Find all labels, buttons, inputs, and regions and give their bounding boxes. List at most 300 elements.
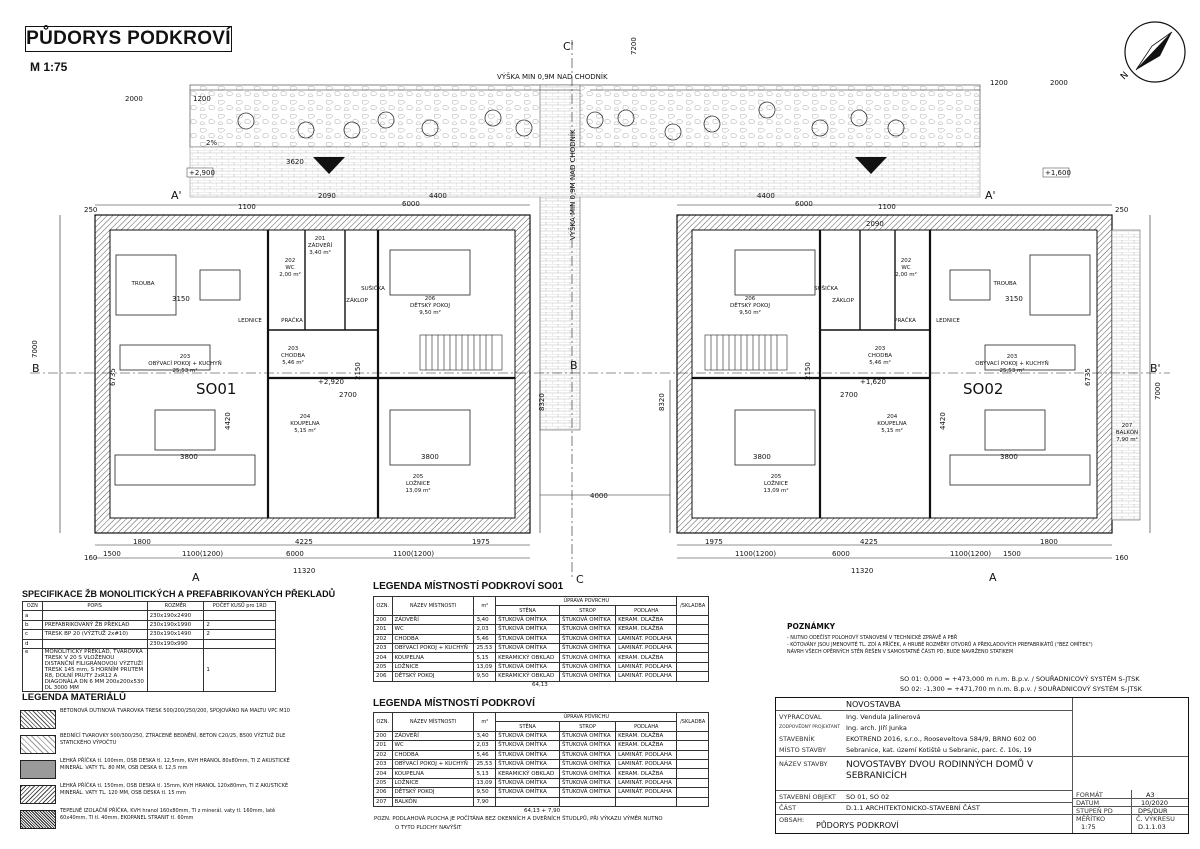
label-text: 2,00 m² [895,272,917,278]
dim-7000-left: 7000 [31,340,39,358]
legend-so01-total: 64,13 [532,682,548,688]
label-text: KERAM. DLAŽBA [616,731,677,740]
label-text: 203 [287,346,299,352]
label-text: 13,09 m² [763,488,789,494]
label-text: 203 [374,643,393,652]
label-text [204,611,276,620]
dim-11320-right: 11320 [851,567,874,575]
label-text: ŠTUKOVÁ OMÍTKA [559,634,615,643]
table-row [374,797,709,806]
table-row [374,750,709,759]
north-arrow-icon [1119,22,1185,82]
spec-table [22,601,276,692]
material-item [20,733,286,755]
label-text: 25,53 m² [172,368,198,374]
label-text: 9,50 [474,788,496,797]
label-text: ZÁKLOP [832,298,854,304]
label-text: ŠTUKOVÁ OMÍTKA [559,750,615,759]
label-text: KERAMICKÝ OBKLAD [496,653,560,662]
title-block [775,697,1189,834]
table-row [374,643,709,652]
dim-3150-right: 3150 [1005,295,1023,303]
label-text: NÁZEV STAVBY [779,760,828,768]
label-text: m² [474,597,496,616]
label-text: ŠTUKOVÁ OMÍTKA [496,750,560,759]
legend-so02-total: 64,13 + 7,90 [524,808,561,814]
label-text: 1 [204,648,276,691]
label-text: b [23,620,43,629]
spec-header: ROZMĚR [147,602,204,611]
dim-2090-right: 2090 [866,220,884,228]
material-item [20,783,289,805]
label-text: KERAM. DLAŽBA [616,741,677,750]
label-text: 205 [770,474,782,480]
label-text: LEHKÁ PŘÍČKA tl. 100mm, OSB DESKA tl. 12,5mm, KVH HRANOL 80x80mm, TI Z AKUSTICKÉ MINERÁL. VATY TL. 80 MM, OSB DESKA tl. 12,5 mm [60,758,290,771]
label-text: 203 [179,354,191,360]
label-text: KOUPELNA [877,421,907,427]
table-row [374,672,709,681]
notes-title: POZNÁMKY [787,622,836,631]
label-text: 5,13 [474,769,496,778]
dim-1500-right: 1500 [1003,550,1021,558]
table-row [374,662,709,671]
table-row [23,639,276,648]
label-text: ZÁDVEŘÍ [392,615,474,624]
label-text: LAMINÁT. PODLAHA [616,778,677,787]
label-text: LOŽNICE [392,662,474,671]
label-text: SO 01, SO 02 [846,793,890,801]
label-text: ŠTUKOVÁ OMÍTKA [559,788,615,797]
table-row [374,731,709,740]
dim-6000-right-top: 6000 [795,200,813,208]
label-text [42,639,147,648]
dim-1800-left: 1800 [133,538,151,546]
label-text: 3,40 m² [309,250,331,256]
label-text: CHODBA [867,353,893,359]
label-text: KOUPELNA [392,653,474,662]
table-row [374,759,709,768]
section-mark-a-left: A [192,571,200,584]
label-text: DPS/DUR [1138,807,1168,815]
label-text: STROP [559,722,615,731]
label-text: WC [901,265,911,271]
label-text: ŠTUKOVÁ OMÍTKA [496,634,560,643]
dim-6000-right-bottom: 6000 [832,550,850,558]
table-row [374,788,709,797]
table-row [374,778,709,787]
label-text: DĚTSKÝ POKOJ [410,303,450,309]
label-text: 5,46 m² [282,360,304,366]
label-text: KOUPELNA [290,421,320,427]
label-text: 200 [374,615,393,624]
label-text: CHODBA [392,750,474,759]
label-text [42,611,147,620]
label-text: 201 [374,625,393,634]
dim-8320-left: 8320 [538,393,546,411]
level-label-2: +1,600 [1045,169,1071,177]
label-text: 203 [874,346,886,352]
tb-header: NOVOSTAVBA [846,700,901,709]
material-item [20,708,290,730]
label-text: KERAM. DLAŽBA [616,625,677,634]
label-text: PREFABRIKOVANÝ ŽB PŘEKLAD [42,620,147,629]
label-text: 2,03 [474,741,496,750]
label-text: ZÁKLOP [346,298,368,304]
label-text: e [23,648,43,691]
label-text: LOŽNICE [763,481,789,487]
label-text: 203 [374,759,393,768]
label-text: STĚNA [496,722,560,731]
balcony-so02 [1112,230,1140,520]
label-text: 7,90 m² [1116,437,1138,443]
label-text: 207 [374,797,393,806]
label-text: 205 [374,778,393,787]
table-row [374,741,709,750]
height-note-side: VÝŠKA MIN 0,9M NAD CHODNÍK [569,129,577,240]
label-text: TEPELNÉ IZOLAČNÍ PŘÍČKA, KVH hranol 160x80mm, TI z minerál. vaty tl. 160mm, latě 60x40mm, TI tl. 40mm, EKOPANEL STRANIT tl. 60mm [60,808,276,821]
label-text: STUPEŇ PD [1076,807,1113,815]
label-text: 5,46 [474,750,496,759]
label-text: Sebranice, kat. území Kotiště u Sebranic, parc. č. 10s, 19 [846,746,1032,754]
label-text: LAMINÁT. PODLAHA [616,643,677,652]
section-mark-a-right: A [989,571,997,584]
legend-so01-table [373,596,709,682]
dim-4000: 4000 [590,492,608,500]
tb-project-name: NOVOSTAVBY DVOU RODINNÝCH DOMŮ V SEBRANICÍCH [846,760,1034,781]
dim-3150-left: 3150 [172,295,190,303]
label-text: STROP [559,606,615,615]
dim-1100-b: 1100 [878,203,896,211]
label-text: 2 [204,620,276,629]
dim-4400-right: 4400 [757,192,775,200]
label-text: MONOLITICKÝ PŘEKLAD, TVAROVKA TRESK V 20 S VLOŽENOU DISTANČNÍ FILIGRÁNOVOU VÝZTUŽÍ TRESK 145 mm, S HORNÍM PRUTEM R8, DOLNÍ PRUTY 2xR12 A DIAGONÁLA DN 6 MM 200x200x530 DL 3000 MM [42,648,147,691]
material-swatch [20,735,56,754]
label-text: FORMÁT [1076,791,1103,799]
dim-1500-left: 1500 [103,550,121,558]
table-row [374,769,709,778]
dim-7000-right: 7000 [1154,382,1162,400]
dim-2700-left: 2700 [339,391,357,399]
label-text: 230x190x990 [147,639,204,648]
label-text: KERAMICKÝ OBKLAD [496,769,560,778]
label-text: LAMINÁT. PODLAHA [616,672,677,681]
label-text: BETONOVÁ DUTINOVÁ TVAROVKA TRESK 500/200/250/200, SPOJOVÁNO NA MALTU VPC M10 [60,708,290,714]
spec-header: OZN [23,602,43,611]
label-text: MĚŘÍTKO [1076,815,1106,823]
label-text: WC [392,625,474,634]
label-text: 206 [374,788,393,797]
material-item [20,808,280,830]
label-text: ŠTUKOVÁ OMÍTKA [559,672,615,681]
label-text: 25,53 [474,759,496,768]
dim-2700-right: 2700 [840,391,858,399]
label-text: a [23,611,43,620]
table-row [23,630,276,639]
legend-footnote-2: O TYTO PLOCHY NAVÝŠIT [395,825,462,831]
label-text: ÚPRAVA POVRCHU [496,713,677,722]
dim-2000-right: 2000 [1050,79,1068,87]
label-text: LEDNICE [238,318,262,324]
label-text: KERAMICKÝ OBKLAD [496,672,560,681]
label-text: ZODPOVĚDNÝ PROJEKTANT [779,725,840,730]
dim-4400-left: 4400 [429,192,447,200]
spec-header: POPIS [42,602,147,611]
label-text: 205 [412,474,424,480]
label-text: 13,09 m² [405,488,431,494]
legend-so02-title: LEGENDA MÍSTNOSTÍ PODKROVÍ [373,698,535,709]
label-text: 201 [314,236,326,242]
label-text: STĚNA [496,606,560,615]
table-row [23,620,276,629]
legend-so01-title: LEGENDA MÍSTNOSTÍ PODKROVÍ SO01 [373,581,564,592]
dim-6000-left-bottom: 6000 [286,550,304,558]
section-mark-b-left: B [32,362,40,375]
section-mark-b-prime: B' [1150,362,1161,375]
label-text: 205 [374,662,393,671]
label-text: LAMINÁT. PODLAHA [616,634,677,643]
section-mark-c: C [576,573,584,586]
section-mark-c-prime: C' [563,40,574,53]
dim-3800-c: 3800 [753,453,771,461]
dim-250-right: 250 [1115,206,1129,214]
label-text: ŠTUKOVÁ OMÍTKA [559,769,615,778]
label-text: KERAM. DLAŽBA [616,615,677,624]
label-text: 5,46 [474,634,496,643]
dim-1975-right: 1975 [705,538,723,546]
material-swatch [20,785,56,804]
dim-2000-left: 2000 [125,95,143,103]
label-text: KOUPELNA [392,769,474,778]
label-text: TRESK BP 20 (VÝZTUŽ 2x#10) [42,630,147,639]
label-text: PRAČKA [281,318,303,324]
level-label-4: +1,620 [860,378,886,386]
label-text: ŠTUKOVÁ OMÍTKA [559,653,615,662]
label-text: ŠTUKOVÁ OMÍTKA [559,741,615,750]
label-text: ŠTUKOVÁ OMÍTKA [496,759,560,768]
label-text: 2,00 m² [279,272,301,278]
dim-7200: 7200 [630,37,638,55]
dim-3620: 3620 [286,158,304,166]
dim-1100-1200-c: 1100(1200) [735,550,777,558]
note-line: - KÓTOVÁNY JSOU JMENOVITÉ TL. ZDÍ A PŘÍČEK, A HRUBÉ ROZMĚRY OTVORŮ A PŘEKLADOVÝCH PREFABRIKÁTŮ ("BEZ OMÍTEK") [787,643,1093,648]
label-text: LAMINÁT. PODLAHA [616,759,677,768]
dim-160-left: 160 [84,554,98,562]
label-text: LOŽNICE [392,778,474,787]
label-text: CHODBA [280,353,306,359]
dim-8320-right: 8320 [658,393,666,411]
label-text: ŠTUKOVÁ OMÍTKA [559,759,615,768]
unit-label-so01: SO01 [196,380,237,398]
dim-160-right: 160 [1115,554,1129,562]
label-text: OBÝVACÍ POKOJ + KUCHYŇ [392,759,474,768]
label-text: VYPRACOVAL [779,713,822,721]
material-swatch [20,760,56,779]
label-text: OBÝVACÍ POKOJ + KUCHYŇ [975,361,1049,367]
label-text: 206 [744,296,756,302]
label-text: DĚTSKÝ POKOJ [392,788,474,797]
label-text: BEDNÍCÍ TVAROVKY 500/300/250, ZTRACENÉ BEDNĚNÍ, BETON C20/25, B500 VÝZTUŽ DLE STATICKÉHO VÝPOČTU [60,733,286,746]
dim-4225-right: 4225 [860,538,878,546]
label-text: 202 [374,750,393,759]
spec-header: POČET KUSŮ pro 1RD [204,602,276,611]
level-label-3: +2,920 [318,378,344,386]
label-text: BALKÓN [392,797,474,806]
label-text: TROUBA [993,281,1017,287]
label-text: OZN. [374,713,393,732]
dim-1975-left: 1975 [472,538,490,546]
label-text: NÁZEV MÍSTNOSTI [392,597,474,616]
label-text: DĚTSKÝ POKOJ [730,303,770,309]
label-text: 230x190x1990 [147,620,204,629]
label-text: 5,15 [474,653,496,662]
material-item [20,758,290,780]
material-swatch [20,710,56,729]
dim-2150-right: 2150 [804,362,812,380]
label-text: D.1.1.03 [1138,823,1166,831]
label-text: 10/2020 [1141,799,1169,807]
label-text: c [23,630,43,639]
label-text: 13,09 [474,662,496,671]
label-text: Ing. arch. JIří Junka [846,724,907,732]
legend-so02-table [373,712,709,807]
section-mark-a-prime-right: A' [985,189,996,202]
label-text: 5,15 m² [881,428,903,434]
label-text: KERAM. DLAŽBA [616,769,677,778]
label-text: 204 [299,414,311,420]
label-text: LOŽNICE [405,481,431,487]
label-text: ZÁDVEŘÍ [392,731,474,740]
label-text: PODLAHA [616,606,677,615]
dim-6735-right: 6735 [1084,368,1092,386]
label-text: DĚTSKÝ POKOJ [392,672,474,681]
level-note-so01: SO 01: 0,000 = +473,000 m n.m. B.p.v. / SOUŘADNICOVÝ SYSTÉM S-JTSK [900,675,1140,683]
dim-1800-right: 1800 [1040,538,1058,546]
label-text [616,797,677,806]
label-text: ŠTUKOVÁ OMÍTKA [559,662,615,671]
label-text: 206 [374,672,393,681]
label-text: d [23,639,43,648]
table-row [23,611,276,620]
label-text: ČÁST [779,804,797,812]
dim-1100-1200-a: 1100(1200) [182,550,224,558]
label-text: D.1.1 ARCHITEKTONICKO-STAVEBNÍ ČÁST [846,804,980,812]
tb-content: PŮDORYS PODKROVÍ [816,821,899,830]
label-text: m² [474,713,496,732]
label-text: WC [285,265,295,271]
label-text: SUŠIČKA [361,286,385,292]
material-swatch [20,810,56,829]
label-text: 9,50 m² [739,310,761,316]
label-text: ŠTUKOVÁ OMÍTKA [496,778,560,787]
label-text: 7,90 [474,797,496,806]
label-text: /SKLADBA [677,597,709,616]
label-text: WC [392,741,474,750]
label-text: OZN. [374,597,393,616]
label-text: ŠTUKOVÁ OMÍTKA [496,731,560,740]
table-row [374,615,709,624]
label-text: ŠTUKOVÁ OMÍTKA [559,615,615,624]
label-text: A3 [1146,791,1155,799]
section-mark-b-center: B [570,359,578,372]
section-mark-a-prime-left: A' [171,189,182,202]
materials-title: LEGENDA MATERIÁLŮ [22,692,126,703]
dim-1100-1200-d: 1100(1200) [950,550,992,558]
level-label-1: +2,900 [189,169,215,177]
table-row [374,653,709,662]
dim-3800-d: 3800 [1000,453,1018,461]
label-text: 3,40 [474,731,496,740]
label-text: CHODBA [392,634,474,643]
label-text: 5,15 m² [294,428,316,434]
note-line: NÁVRH VŠECH OPĚRNÝCH STĚN ŘEŠEN V SAMOSTATNÉ ČÁSTI PD, BUDE NAVRŽENO STATIKEM [787,650,1014,655]
label-text: 9,50 m² [419,310,441,316]
north-label: N [1119,70,1131,83]
height-note-top: VÝŠKA MIN 0,9M NAD CHODNÍK [497,73,608,81]
label-text: 206 [424,296,436,302]
label-text: 200 [374,731,393,740]
label-text: ŠTUKOVÁ OMÍTKA [496,643,560,652]
label-text [496,797,560,806]
paving-band [190,147,980,197]
label-text: /SKLADBA [677,713,709,732]
dim-250-left: 250 [84,206,98,214]
label-text: SUŠIČKA [814,286,838,292]
level-note-so02: SO 02: -1,300 = +471,700 m n.m. B.p.v. / SOUŘADNICOVÝ SYSTÉM S-JTSK [900,685,1142,693]
dim-2090-left: 2090 [318,192,336,200]
label-text: OBÝVACÍ POKOJ + KUCHYŇ [392,643,474,652]
label-text: 25,53 m² [999,368,1025,374]
label-text: 2 [204,630,276,639]
label-text: 9,50 [474,672,496,681]
label-text: LAMINÁT. PODLAHA [616,750,677,759]
label-text: 25,53 [474,643,496,652]
note-line: - NUTNO ODEČÍST POLOHOVÝ STANOVENÍ V TECHNICKÉ ZPRÁVĚ A PBŘ [787,636,958,641]
label-text: LAMINÁT. PODLAHA [616,662,677,671]
drawing-scale: M 1:75 [30,60,68,74]
dim-1100-1200-b: 1100(1200) [393,550,435,558]
label-text: ŠTUKOVÁ OMÍTKA [496,615,560,624]
dim-1200-left: 1200 [193,95,211,103]
label-text: 203 [1006,354,1018,360]
label-text: 202 [900,258,912,264]
spec-table-title: SPECIFIKACE ŽB MONOLITICKÝCH A PREFABRIKOVANÝCH PŘEKLADŮ [22,589,336,599]
dim-3800-a: 3800 [180,453,198,461]
building-so01 [95,215,530,533]
dim-3800-b: 3800 [421,453,439,461]
label-text: ŠTUKOVÁ OMÍTKA [496,662,560,671]
label-text [559,797,615,806]
label-text: 2,03 [474,625,496,634]
table-row [374,625,709,634]
label-text: LEHKÁ PŘÍČKA tl. 150mm, OSB DESKA tl. 15mm, KVH HRANOL 120x80mm, TI Z AKUSTICKÉ MINERÁL. VATY TL. 120 MM, OSB DESKA tl. 15 mm [60,783,289,796]
label-text: 230x190x2490 [147,611,204,620]
label-text: 204 [886,414,898,420]
label-text: EKOTREND 2016, s.r.o., Rooseveltova 584/9, BRNO 602 00 [846,735,1037,743]
label-text: ZÁDVEŘÍ [307,243,333,249]
dim-11320-left: 11320 [293,567,316,575]
label-text: STAVEBNÍ OBJEKT [779,793,836,801]
dim-4420-right: 4420 [939,412,947,430]
label-text: MÍSTO STAVBY [779,746,826,754]
label-text: 204 [374,769,393,778]
label-text: ŠTUKOVÁ OMÍTKA [496,741,560,750]
dim-1100-a: 1100 [238,203,256,211]
dim-4420-left: 4420 [224,412,232,430]
label-text: 201 [374,741,393,750]
label-text: NÁZEV MÍSTNOSTI [392,713,474,732]
label-text: ŠTUKOVÁ OMÍTKA [496,625,560,634]
dim-6735-left: 6735 [109,368,117,386]
